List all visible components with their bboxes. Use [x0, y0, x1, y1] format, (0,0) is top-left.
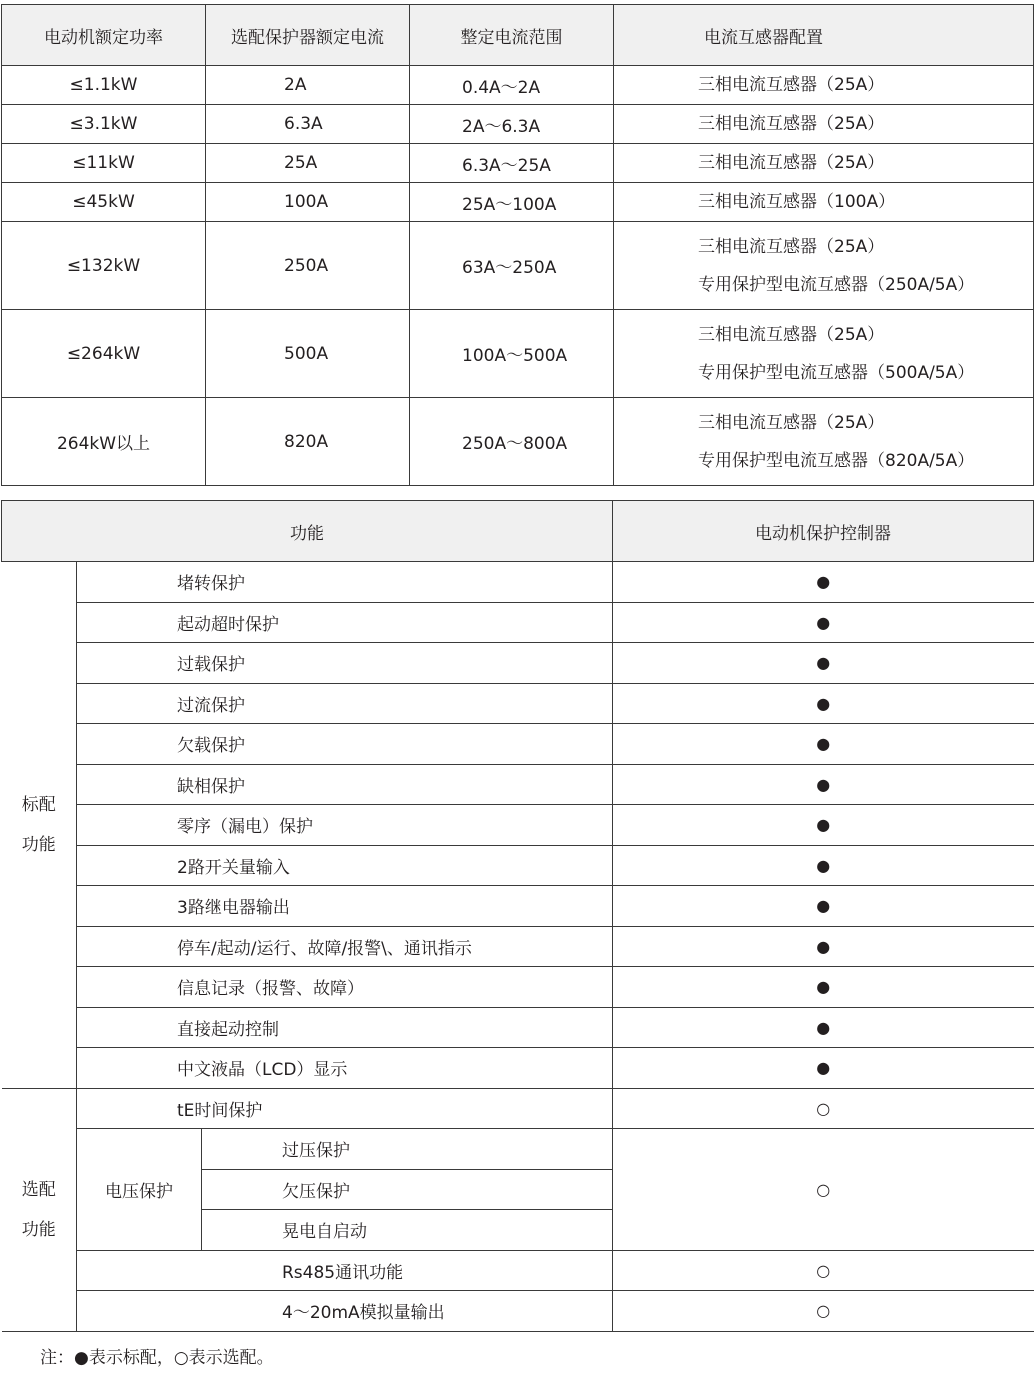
optional-mark: ○	[613, 1291, 1034, 1332]
rated-current-cell: 6.3A	[206, 105, 410, 144]
function-name: 欠载保护	[77, 724, 613, 765]
ct-line: 三相电流互感器（25A）	[698, 114, 885, 134]
ct-line: 三相电流互感器（100A）	[698, 192, 896, 212]
rated-current-cell: 2A	[206, 66, 410, 105]
power-cell: ≤45kW	[2, 183, 206, 222]
standard-group-label	[2, 562, 77, 1089]
function-name: 2路开关量输入	[77, 845, 613, 886]
range-cell: 25A～100A	[410, 183, 614, 222]
spec-row	[2, 66, 1034, 105]
spec-header-row	[2, 5, 1034, 66]
group-label-line: 选配	[21, 1179, 56, 1200]
function-row	[2, 1250, 1034, 1291]
function-table	[1, 500, 1034, 1332]
standard-mark: ●	[613, 602, 1034, 643]
legend-note: 注：●表示标配，○表示选配。	[40, 1348, 274, 1368]
function-name: tE时间保护	[77, 1088, 613, 1129]
header-range: 整定电流范围	[410, 5, 614, 66]
standard-mark: ●	[613, 1007, 1034, 1048]
group-label-line: 标配	[21, 794, 56, 815]
range-cell: 100A～500A	[410, 310, 614, 398]
function-name: 中文液晶（LCD）显示	[77, 1048, 613, 1089]
standard-mark: ●	[613, 845, 1034, 886]
header-function: 功能	[2, 501, 613, 562]
function-header-row	[2, 501, 1034, 562]
standard-mark: ●	[613, 724, 1034, 765]
rated-current-cell: 250A	[206, 222, 410, 310]
range-cell: 6.3A～25A	[410, 144, 614, 183]
header-ct: 电流互感器配置	[614, 5, 1034, 66]
function-row	[2, 1129, 1034, 1170]
ct-cell	[614, 398, 1034, 486]
ct-line: 三相电流互感器（25A）	[698, 75, 885, 95]
power-cell: ≤3.1kW	[2, 105, 206, 144]
ct-line: 专用保护型电流互感器（820A/5A）	[698, 450, 975, 471]
rated-current-cell: 500A	[206, 310, 410, 398]
function-name: 零序（漏电）保护	[77, 805, 613, 846]
function-row	[2, 805, 1034, 846]
standard-mark: ●	[613, 886, 1034, 927]
spec-row	[2, 105, 1034, 144]
ct-line: 三相电流互感器（25A）	[698, 324, 885, 345]
function-name: 4～20mA模拟量输出	[77, 1291, 613, 1332]
range-cell: 2A～6.3A	[410, 105, 614, 144]
group-label-line: 功能	[21, 1219, 56, 1240]
function-row	[2, 886, 1034, 927]
header-rated-current: 选配保护器额定电流	[206, 5, 410, 66]
optional-group-label	[2, 1088, 77, 1331]
voltage-protection-label: 电压保护	[77, 1129, 202, 1251]
function-row	[2, 724, 1034, 765]
ct-line: 三相电流互感器（25A）	[698, 412, 885, 433]
ct-cell	[614, 144, 1034, 183]
function-row	[2, 643, 1034, 684]
range-cell: 63A～250A	[410, 222, 614, 310]
function-row	[2, 926, 1034, 967]
header-power: 电动机额定功率	[2, 5, 206, 66]
function-name: 信息记录（报警、故障）	[77, 967, 613, 1008]
rated-current-cell: 25A	[206, 144, 410, 183]
header-device: 电动机保护控制器	[613, 501, 1034, 562]
spec-row	[2, 183, 1034, 222]
voltage-item: 过压保护	[202, 1129, 613, 1170]
standard-mark: ●	[613, 643, 1034, 684]
rated-current-cell: 820A	[206, 398, 410, 486]
ct-line: 专用保护型电流互感器（250A/5A）	[698, 274, 975, 295]
standard-mark: ●	[613, 805, 1034, 846]
ct-line: 专用保护型电流互感器（500A/5A）	[698, 362, 975, 383]
function-row	[2, 845, 1034, 886]
optional-mark: ○	[613, 1250, 1034, 1291]
power-cell: ≤1.1kW	[2, 66, 206, 105]
ct-cell	[614, 66, 1034, 105]
power-cell: ≤132kW	[2, 222, 206, 310]
range-cell: 0.4A～2A	[410, 66, 614, 105]
ct-cell	[614, 222, 1034, 310]
motor-spec-table	[1, 4, 1034, 486]
function-name: 起动超时保护	[77, 602, 613, 643]
standard-mark: ●	[613, 926, 1034, 967]
spec-row	[2, 398, 1034, 486]
function-name: 过载保护	[77, 643, 613, 684]
function-name: 堵转保护	[77, 562, 613, 603]
function-name: 直接起动控制	[77, 1007, 613, 1048]
standard-mark: ●	[613, 1048, 1034, 1089]
power-cell: ≤264kW	[2, 310, 206, 398]
standard-mark: ●	[613, 562, 1034, 603]
power-cell: 264kW以上	[2, 398, 206, 486]
ct-cell	[614, 183, 1034, 222]
power-cell: ≤11kW	[2, 144, 206, 183]
spec-row	[2, 310, 1034, 398]
function-row	[2, 1291, 1034, 1332]
ct-cell	[614, 310, 1034, 398]
standard-mark: ●	[613, 764, 1034, 805]
function-row	[2, 1048, 1034, 1089]
function-row	[2, 1088, 1034, 1129]
function-row	[2, 967, 1034, 1008]
function-name: 3路继电器输出	[77, 886, 613, 927]
spec-row	[2, 144, 1034, 183]
ct-cell	[614, 105, 1034, 144]
function-row	[2, 764, 1034, 805]
voltage-item: 欠压保护	[202, 1169, 613, 1210]
function-row	[2, 683, 1034, 724]
optional-mark: ○	[613, 1129, 1034, 1251]
function-name: 过流保护	[77, 683, 613, 724]
optional-mark: ○	[613, 1088, 1034, 1129]
function-name: 缺相保护	[77, 764, 613, 805]
rated-current-cell: 100A	[206, 183, 410, 222]
function-row	[2, 602, 1034, 643]
standard-mark: ●	[613, 967, 1034, 1008]
function-name: 停车/起动/运行、故障/报警\、通讯指示	[77, 926, 613, 967]
ct-line: 三相电流互感器（25A）	[698, 153, 885, 173]
spec-row	[2, 222, 1034, 310]
function-name: Rs485通讯功能	[77, 1250, 613, 1291]
function-row	[2, 562, 1034, 603]
voltage-item: 晃电自启动	[202, 1210, 613, 1251]
function-row	[2, 1007, 1034, 1048]
ct-line: 三相电流互感器（25A）	[698, 236, 885, 257]
range-cell: 250A～800A	[410, 398, 614, 486]
standard-mark: ●	[613, 683, 1034, 724]
group-label-line: 功能	[21, 834, 56, 855]
